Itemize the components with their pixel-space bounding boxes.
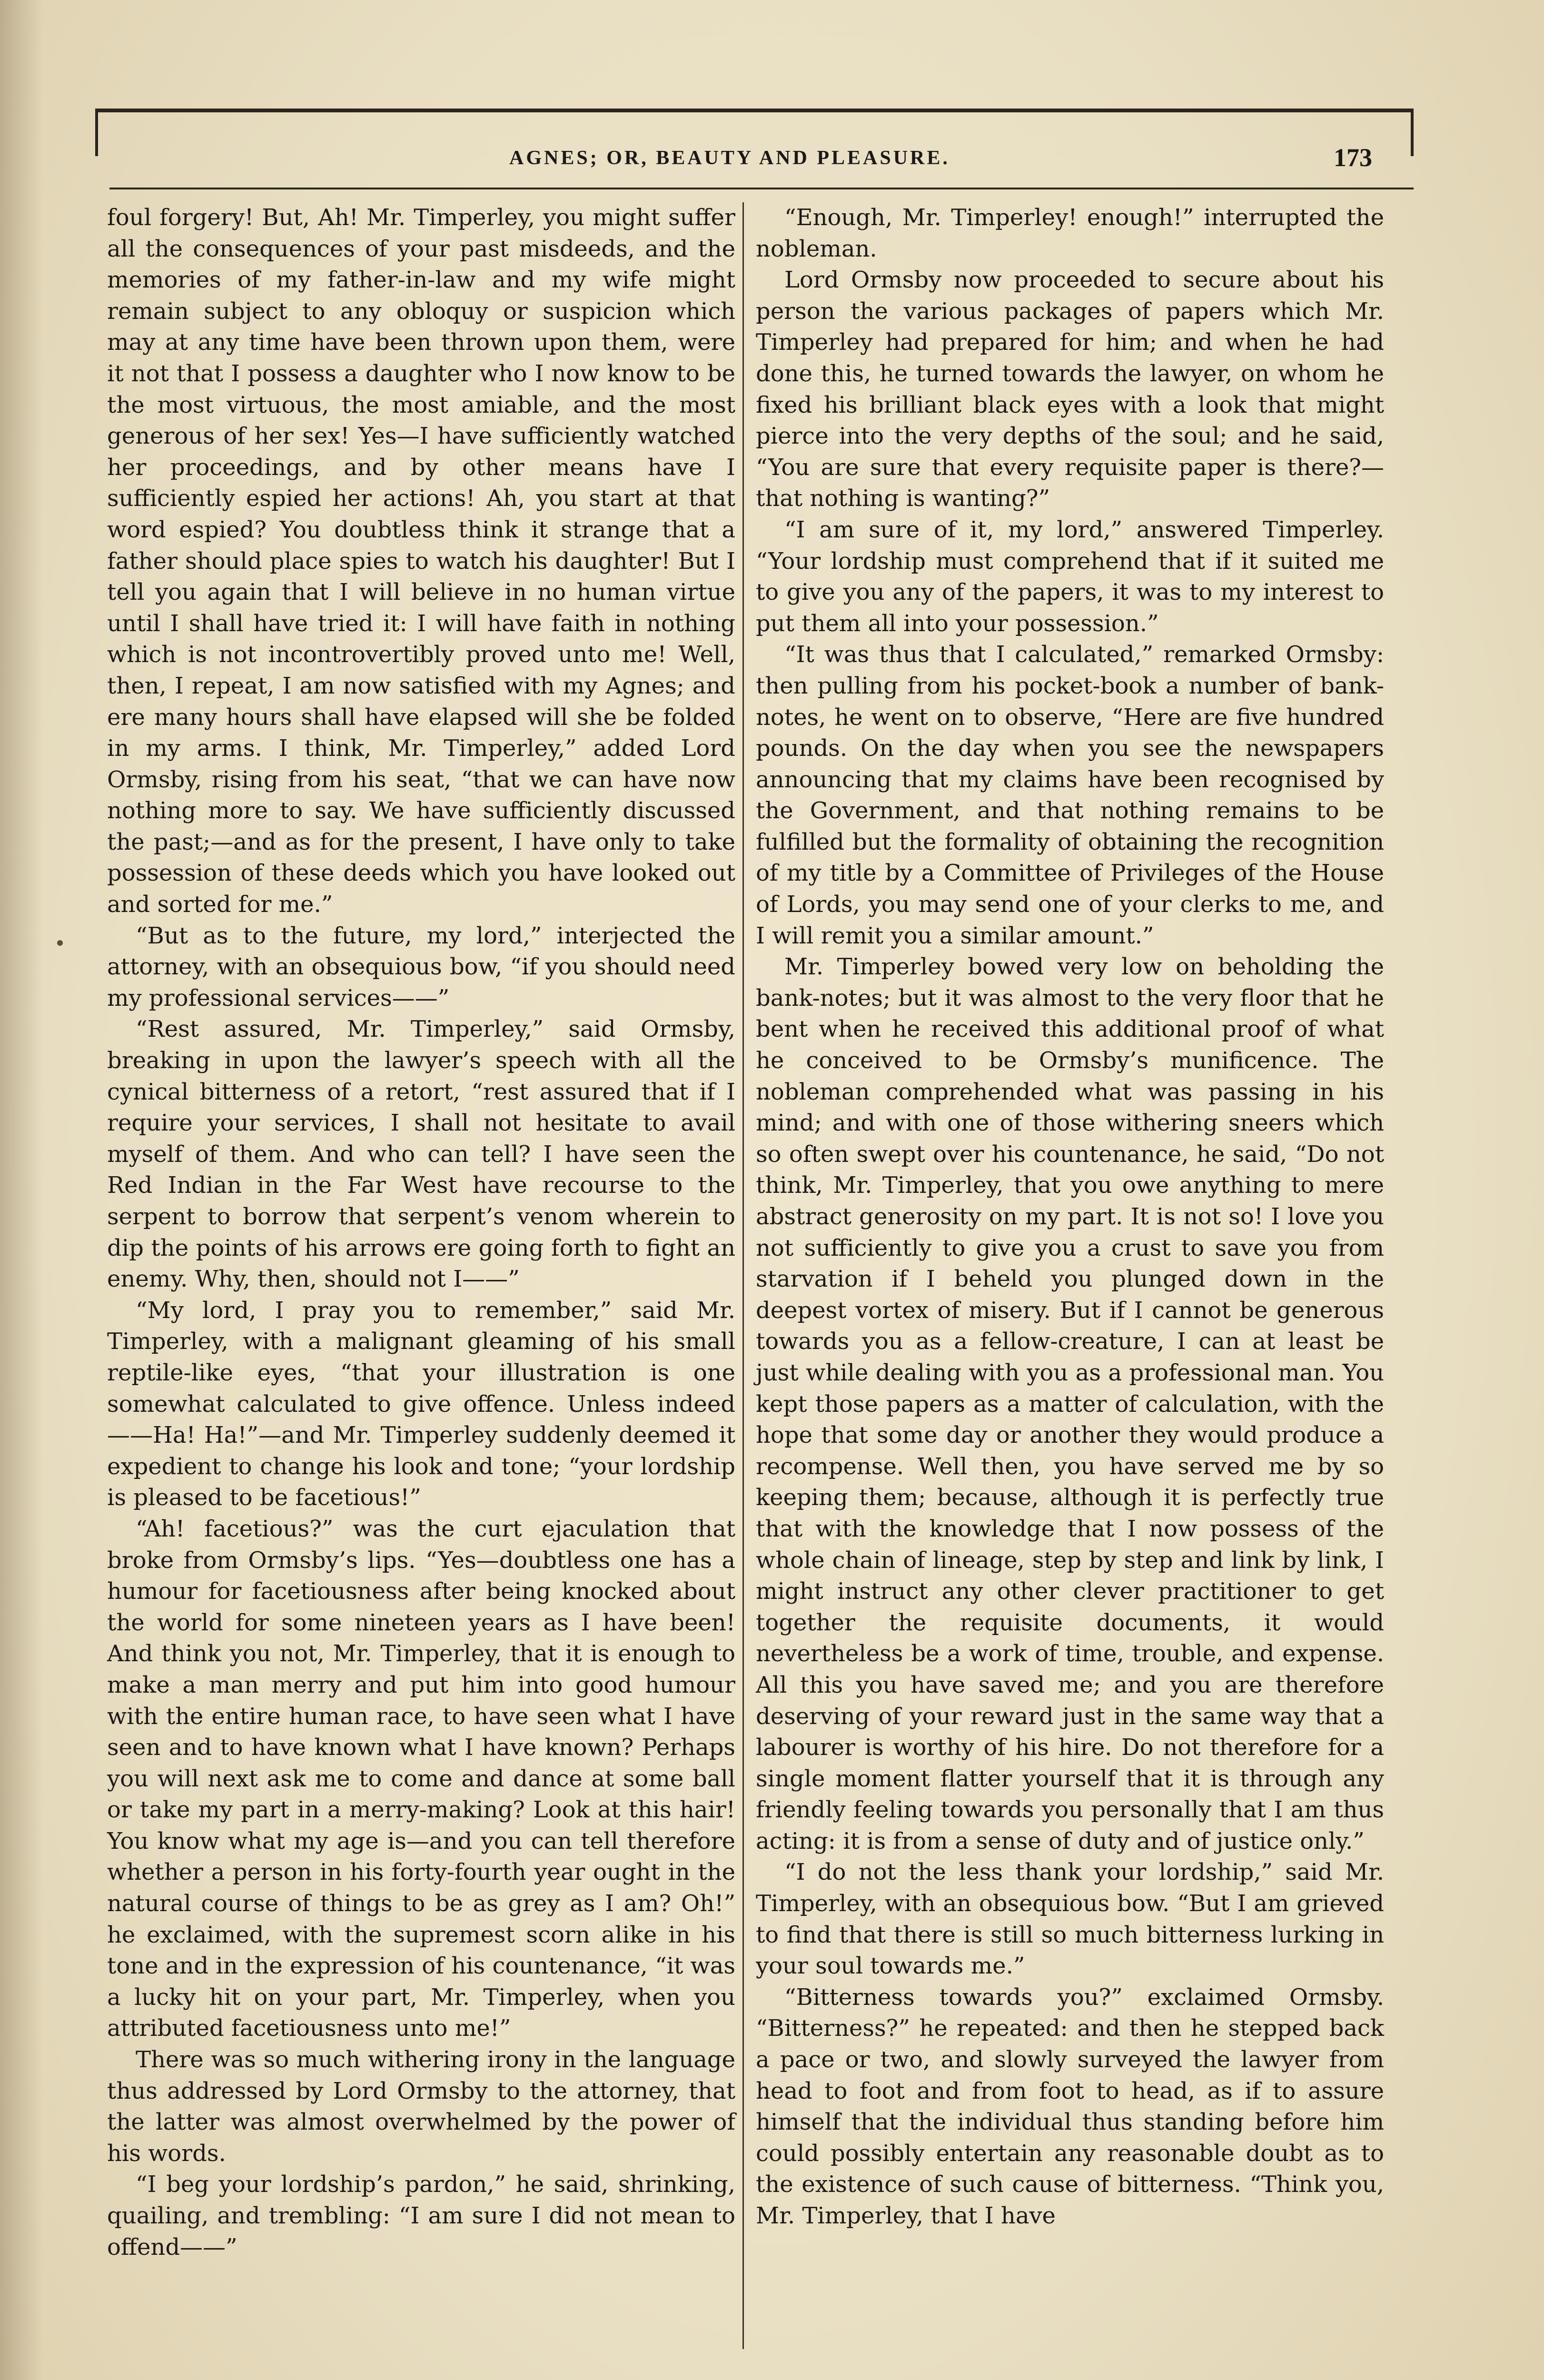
page-number: 173 bbox=[1334, 143, 1372, 172]
left-column bbox=[107, 202, 735, 2263]
paragraph: “Rest assured, Mr. Timperley,” said Ormsby, breaking in upon the lawyer’s speech with all the cynical bitterness of a retort, “rest assured that if I require your services, I shall not hesitate to avail myself of them. And who can tell? I have seen the Red Indian in the Far West have recourse to the serpent to borrow that serpent’s venom wherein to dip the points of his arrows ere going forth to fight an enemy. Why, then, should not I——” bbox=[107, 1016, 735, 1293]
paragraph: “I am sure of it, my lord,” answered Timperley. “Your lordship must comprehend that if it suited me to give you any of the papers, it was to my interest to put them all into your possession.” bbox=[756, 516, 1384, 637]
header-rule bbox=[109, 188, 1414, 189]
running-title: AGNES; OR, BEAUTY AND PLEASURE. bbox=[509, 147, 950, 169]
ink-spot bbox=[57, 940, 63, 946]
column-divider bbox=[742, 202, 744, 2349]
paragraph: “My lord, I pray you to remember,” said Mr. Timperley, with a malignant gleaming of his small reptile-like eyes, “that your illustration is one somewhat calculated to give offence. Unless indeed——Ha! Ha!”—and Mr. Timperley suddenly deemed it expedient to change his look and tone; “your lordship is pleased to be facetious!” bbox=[107, 1297, 735, 1511]
paragraph: “I do not the less thank your lordship,” said Mr. Timperley, with an obsequious bow. “But I am grieved to find that there is still so much bitterness lurking in your soul towards me.” bbox=[756, 1859, 1384, 1980]
paragraph: foul forgery! But, Ah! Mr. Timperley, you might suffer all the consequences of your past misdeeds, and the memories of my father-in-law and my wife might remain subject to any obloquy or suspicion which may at any time have been thrown upon them, were it not that I possess a daughter who I now know to be the most virtuous, the most amiable, and the most generous of her sex! Yes—I have sufficiently watched her proceedings, and by other means have I sufficiently espied her actions! Ah, you start at that word espied? You doubtless think it strange that a father should place spies to watch his daughter! But I tell you again that I will believe in no human virtue until I shall have tried it: I will have faith in nothing which is not incontrovertibly proved unto me! Well, then, I repeat, I am now satisfied with my Agnes; and ere many hours shall have elapsed will she be folded in my arms. I think, Mr. Timperley,” added Lord Ormsby, rising from his seat, “that we can have now nothing more to say. We have sufficiently discussed the past;—and as for the present, I have only to take possession of these deeds which you have looked out and sorted for me.” bbox=[107, 204, 735, 918]
paragraph: “Ah! facetious?” was the curt ejaculation that broke from Ormsby’s lips. “Yes—doubtless one has a humour for facetiousness after being knocked about the world for some nineteen years as I have been! And think you not, Mr. Timperley, that it is enough to make a man merry and put him into good humour with the entire human race, to have seen what I have seen and to have known what I have known? Perhaps you will next ask me to come and dance at some ball or take my part in a merry-making? Look at this hair! You know what my age is—and you can tell therefore whether a person in his forty-fourth year ought in the natural course of things to be as grey as I am? Oh!” he exclaimed, with the supremest scorn alike in his tone and in the expression of his countenance, “it was a lucky hit on your part, Mr. Timperley, when you attributed facetiousness unto me!” bbox=[107, 1515, 735, 2042]
page-gutter-shadow bbox=[0, 0, 43, 2380]
paragraph: Lord Ormsby now proceeded to secure about his person the various packages of papers which Mr. Timperley had prepared for him; and when he had done this, he turned towards the lawyer, on whom he fixed his brilliant black eyes with a look that might pierce into the very depths of the soul; and he said, “You are sure that every requisite paper is there?—that nothing is wanting?” bbox=[756, 267, 1384, 512]
paragraph: “It was thus that I calculated,” remarked Ormsby: then pulling from his pocket-book a number of bank-notes, he went on to observe, “Here are five hundred pounds. On the day when you see the newspapers announcing that my claims have been recognised by the Government, and that nothing remains to be fulfilled but the formality of obtaining the recognition of my title by a Committee of Privileges of the House of Lords, you may send one of your clerks to me, and I will remit you a similar amount.” bbox=[756, 641, 1384, 949]
running-head bbox=[0, 143, 1544, 181]
paragraph: “But as to the future, my lord,” interjected the attorney, with an obsequious bow, “if you should need my professional services——” bbox=[107, 922, 735, 1012]
paragraph: There was so much withering irony in the language thus addressed by Lord Ormsby to the attorney, that the latter was almost overwhelmed by the power of his words. bbox=[107, 2046, 735, 2167]
paragraph: “Enough, Mr. Timperley! enough!” interrupted the nobleman. bbox=[756, 204, 1384, 262]
paragraph: Mr. Timperley bowed very low on beholding the bank-notes; but it was almost to the very floor that he bent when he received this additional proof of what he conceived to be Ormsby’s munificence. The nobleman comprehended what was passing in his mind; and with one of those withering sneers which so often swept over his countenance, he said, “Do not think, Mr. Timperley, that you owe anything to mere abstract generosity on my part. It is not so! I love you not sufficiently to give you a crust to save you from starvation if I beheld you plunged down in the deepest vortex of misery. But if I cannot be generous towards you as a fellow-creature, I can at least be just while dealing with you as a professional man. You kept those papers as a matter of calculation, with the hope that some day or another they would produce a recompense. Well then, you have served me by so keeping them; because, although it is perfectly true that with the knowledge that I now possess of the whole chain of lineage, step by step and link by link, I might instruct any other clever practitioner to get together the requisite documents, it would nevertheless be a work of time, trouble, and expense. All this you have saved me; and you are therefore deserving of your reward just in the same way that a labourer is worthy of his hire. Do not therefore for a single moment flatter yourself that it is through any friendly feeling towards you personally that I am thus acting: it is from a sense of duty and of justice only.” bbox=[756, 953, 1384, 1854]
right-column bbox=[756, 202, 1384, 2232]
paragraph: “Bitterness towards you?” exclaimed Ormsby. “Bitterness?” he repeated: and then he stepped back a pace or two, and slowly surveyed the lawyer from head to foot and from foot to head, as if to assure himself that the individual thus standing before him could possibly entertain any reasonable doubt as to the existence of such cause of bitterness. “Think you, Mr. Timperley, that I have bbox=[756, 1983, 1384, 2229]
paragraph: “I beg your lordship’s pardon,” he said, shrinking, quailing, and trembling: “I am sure I did not mean to offend——” bbox=[107, 2171, 735, 2261]
top-border-rule bbox=[95, 109, 1414, 112]
